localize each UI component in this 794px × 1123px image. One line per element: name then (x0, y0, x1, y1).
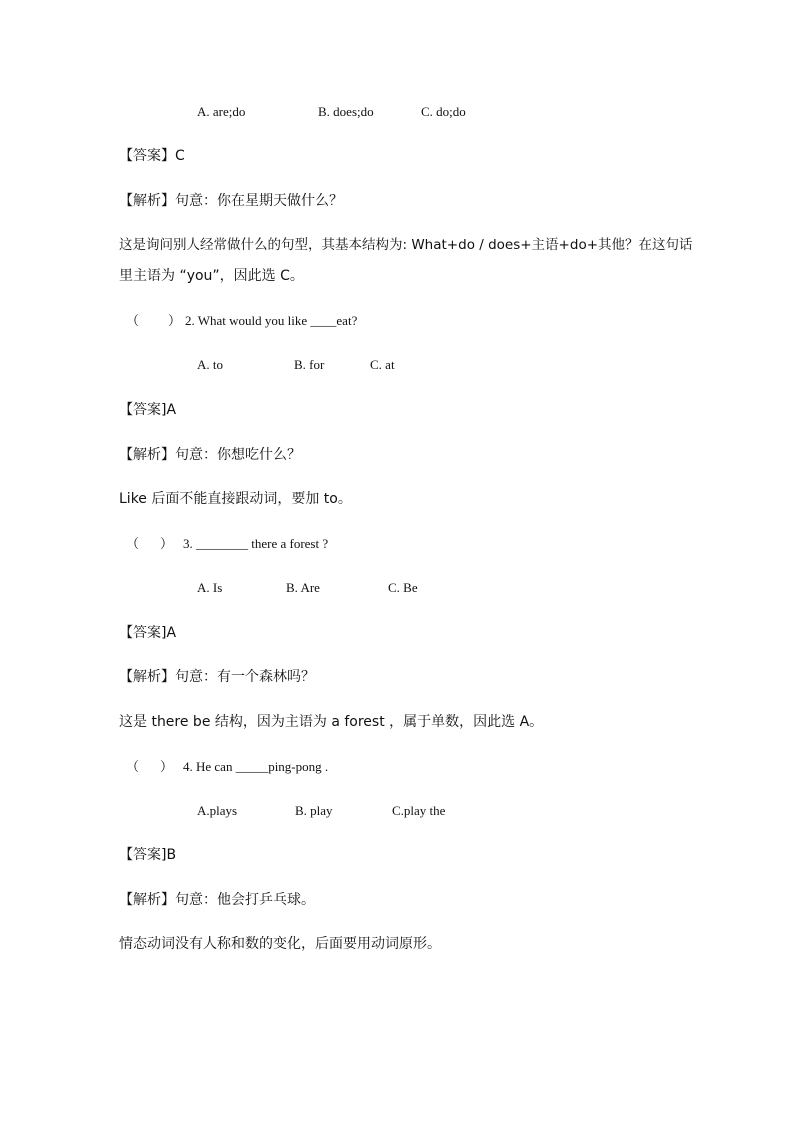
q1-option-a: A. are;do (197, 104, 246, 119)
q2-explanation: Like 后面不能直接跟动词，要加 to。 (119, 491, 352, 507)
q3-question: 3. ________ there a forest ? (183, 536, 329, 551)
q2-paren-close: ） (168, 313, 182, 328)
q1-explanation-line2: 里主语为 “you”，因此选 C。 (119, 268, 304, 284)
q3-paren-open: （ (126, 536, 140, 551)
q4-paren-close: ） (160, 759, 174, 774)
q4-analysis-title: 【解析】句意：他会打乒乓球。 (119, 892, 315, 908)
q4-question: 4. He can _____ping-pong . (183, 759, 329, 774)
q2-option-c: C. at (370, 357, 395, 372)
q4-option-a: A.plays (197, 803, 238, 818)
q3-paren-close: ） (160, 536, 174, 551)
q1-analysis-title: 【解析】句意：你在星期天做什么？ (119, 193, 343, 209)
q3-option-b: B. Are (286, 580, 320, 595)
q3-analysis-title: 【解析】句意：有一个森林吗？ (119, 669, 315, 685)
q3-answer: 【答案]A (119, 625, 177, 641)
q4-answer: 【答案]B (119, 847, 177, 863)
q4-option-c: C.play the (392, 803, 446, 818)
q4-explanation: 情态动词没有人称和数的变化，后面要用动词原形。 (119, 936, 441, 952)
q2-option-b: B. for (294, 357, 325, 372)
q1-option-c: C. do;do (421, 104, 466, 119)
q1-explanation-line1: 这是询问别人经常做什么的句型，其基本结构为: What+do / does+主语+do+其他？在这句话 (119, 237, 693, 253)
q1-option-b: B. does;do (318, 104, 374, 119)
q3-explanation: 这是 there be 结构，因为主语为 a forest ，属于单数，因此选 A。 (119, 714, 544, 730)
q2-analysis-title: 【解析】句意：你想吃什么？ (119, 447, 301, 463)
q3-option-c: C. Be (388, 580, 418, 595)
q2-option-a: A. to (197, 357, 223, 372)
q1-answer: 【答案】C (119, 148, 185, 164)
q2-answer: 【答案]A (119, 402, 177, 418)
q2-paren-open: （ (126, 313, 140, 328)
q4-option-b: B. play (295, 803, 333, 818)
q4-paren-open: （ (126, 759, 140, 774)
q2-question: 2. What would you like ____eat? (185, 313, 358, 328)
q3-option-a: A. Is (197, 580, 223, 595)
